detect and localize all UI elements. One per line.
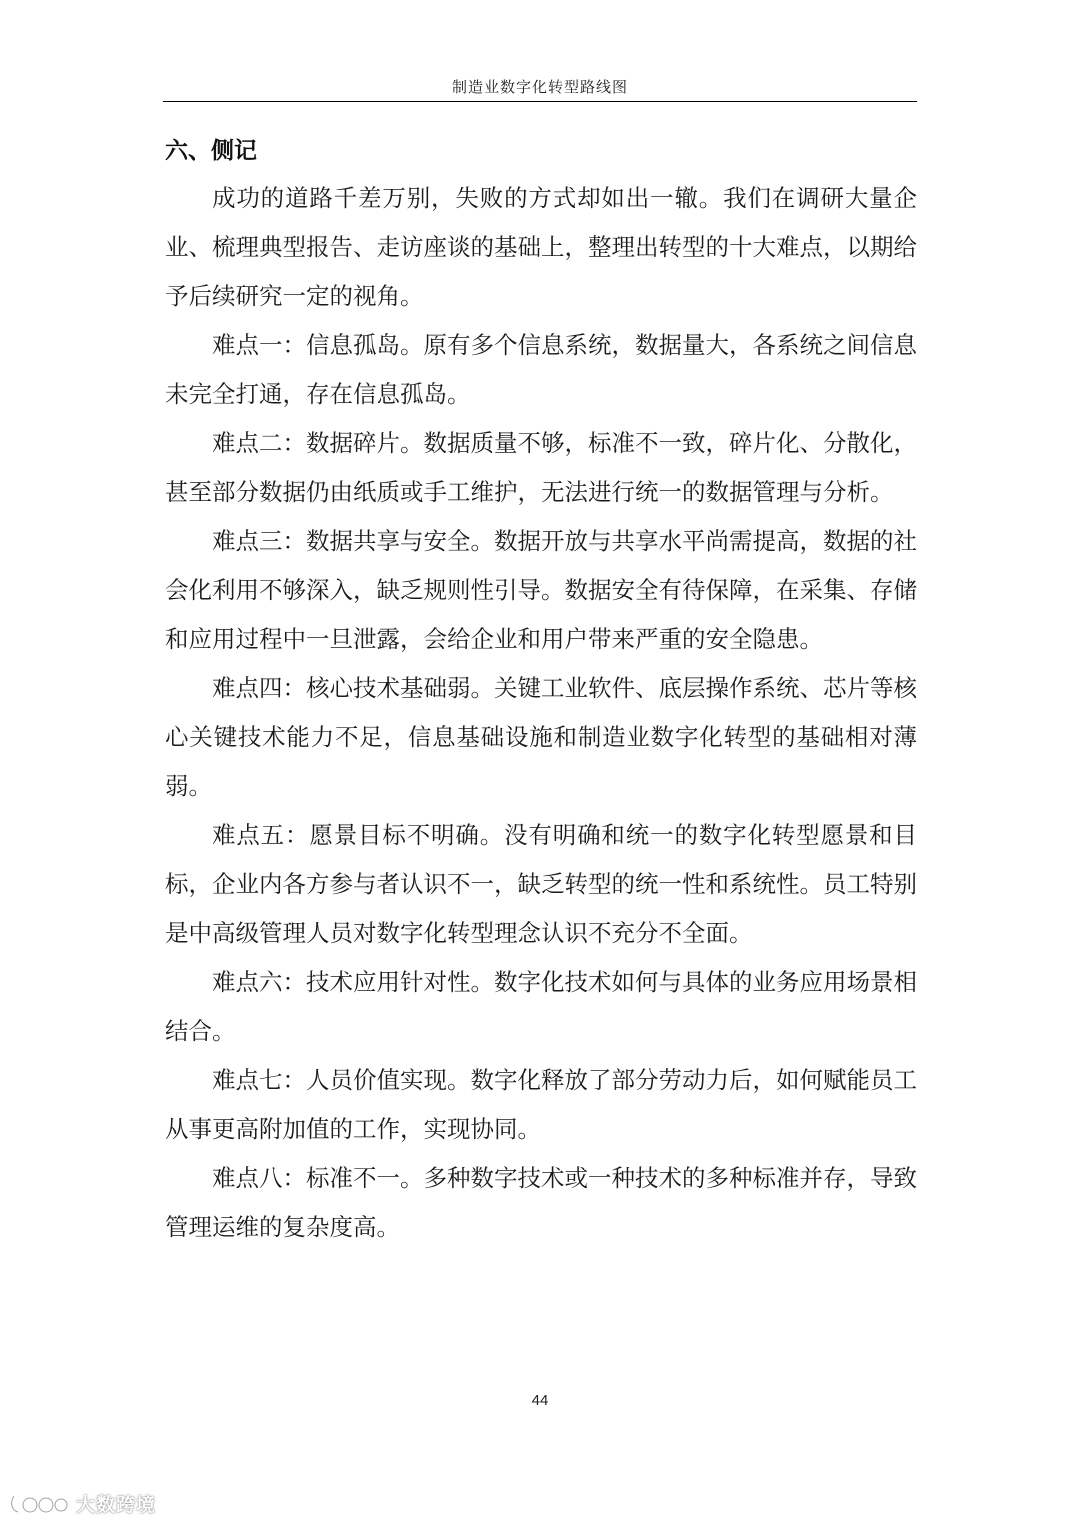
- paragraph-text: 核心技术基础弱。关键工业软件、底层操作系统、芯片等核心关键技术能力不足，信息基础设施和制造业数字化转型的基础相对薄弱。: [165, 674, 917, 800]
- watermark-logo-icon: [8, 1492, 70, 1516]
- difficulty-label: 难点六：: [212, 968, 306, 996]
- difficulty-paragraph: [165, 1056, 917, 1154]
- difficulty-paragraph: [165, 1154, 917, 1252]
- body-text: [165, 174, 917, 1252]
- watermark-text: 大数跨境: [76, 1494, 157, 1516]
- difficulty-label: 难点八：: [212, 1164, 306, 1192]
- difficulty-paragraph: [165, 419, 917, 517]
- header-divider: [163, 101, 917, 102]
- difficulty-paragraph: [165, 321, 917, 419]
- paragraph-text: 技术应用针对性。数字化技术如何与具体的业务应用场景相结合。: [165, 968, 917, 1045]
- watermark: [8, 1490, 156, 1517]
- section-title: 六、侧记: [165, 138, 257, 164]
- difficulty-paragraph: [165, 958, 917, 1056]
- paragraph-text: 数据碎片。数据质量不够，标准不一致，碎片化、分散化，甚至部分数据仍由纸质或手工维护，无法进行统一的数据管理与分析。: [165, 429, 917, 506]
- difficulty-paragraph: [165, 517, 917, 664]
- paragraph-text: 标准不一。多种数字技术或一种技术的多种标准并存，导致管理运维的复杂度高。: [165, 1164, 917, 1241]
- paragraph-text: 人员价值实现。数字化释放了部分劳动力后，如何赋能员工从事更高附加值的工作，实现协同。: [165, 1066, 917, 1143]
- paragraph-text: 信息孤岛。原有多个信息系统，数据量大，各系统之间信息未完全打通，存在信息孤岛。: [165, 331, 917, 408]
- paragraph-text: 数据共享与安全。数据开放与共享水平尚需提高，数据的社会化利用不够深入，缺乏规则性引导。数据安全有待保障，在采集、存储和应用过程中一旦泄露，会给企业和用户带来严重的安全隐患。: [165, 527, 917, 653]
- difficulty-label: 难点五：: [212, 821, 310, 849]
- difficulty-label: 难点四：: [212, 674, 306, 702]
- difficulty-label: 难点七：: [212, 1066, 306, 1094]
- page-number: 44: [531, 1392, 549, 1409]
- paragraph-text: 成功的道路千差万别，失败的方式却如出一辙。我们在调研大量企业、梳理典型报告、走访座谈的基础上，整理出转型的十大难点，以期给予后续研究一定的视角。: [165, 184, 917, 310]
- intro-paragraph: [165, 174, 917, 321]
- difficulty-label: 难点一：: [212, 331, 306, 359]
- difficulty-paragraph: [165, 811, 917, 958]
- difficulty-paragraph: [165, 664, 917, 811]
- difficulty-label: 难点三：: [212, 527, 306, 555]
- difficulty-label: 难点二：: [212, 429, 306, 457]
- running-header: 制造业数字化转型路线图: [451, 78, 628, 96]
- paragraph-text: 愿景目标不明确。没有明确和统一的数字化转型愿景和目标，企业内各方参与者认识不一，缺乏转型的统一性和系统性。员工特别是中高级管理人员对数字化转型理念认识不充分不全面。: [165, 821, 918, 947]
